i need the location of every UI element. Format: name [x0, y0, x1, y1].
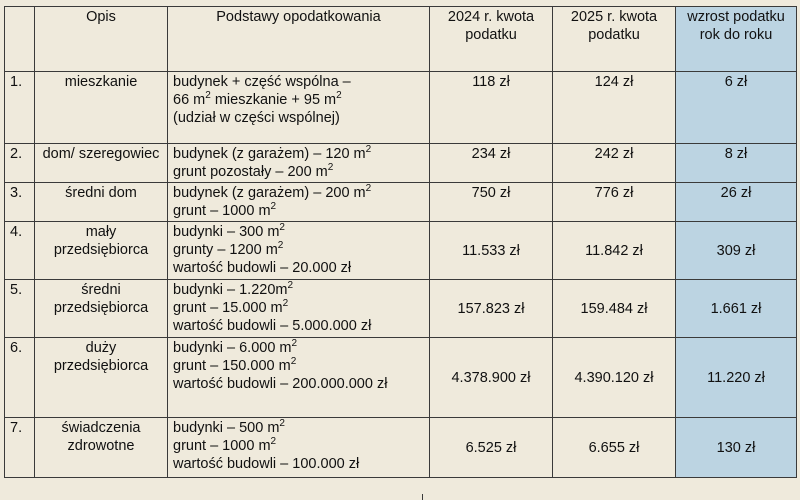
table-row — [5, 222, 797, 280]
base-text: grunt – 150.000 m — [173, 358, 291, 374]
base-line — [173, 339, 424, 357]
cell-kwota-2024-value: 118 zł — [472, 74, 510, 90]
table-row — [5, 418, 797, 478]
cell-podstawy — [168, 418, 430, 478]
cell-kwota-2025 — [553, 280, 676, 338]
base-line — [173, 455, 424, 473]
header-podstawy: Podstawy opodatkowania — [168, 7, 430, 72]
cell-wzrost-value: 8 zł — [724, 146, 748, 162]
cell-kwota-2025 — [553, 338, 676, 418]
base-text: budynek (z garażem) – 120 m — [173, 146, 366, 162]
cell-kwota-2025-value: 6.655 zł — [588, 439, 640, 456]
base-text: budynki – 1.220m — [173, 282, 288, 298]
row-description: mieszkanie — [64, 74, 138, 90]
header-wzrost: wzrost podatku rok do roku — [676, 7, 797, 72]
table-row — [5, 72, 797, 144]
row-number: 5. — [10, 282, 23, 298]
base-sup: 2 — [365, 183, 372, 195]
cell-kwota-2025 — [553, 183, 676, 222]
base-sup: 2 — [365, 144, 372, 156]
base-line — [173, 357, 424, 375]
table-row — [5, 280, 797, 338]
cell-kwota-2025-value: 242 zł — [594, 146, 634, 162]
cell-kwota-2024 — [430, 338, 553, 418]
cell-opis — [35, 418, 168, 478]
cell-podstawy — [168, 144, 430, 183]
cell-kwota-2024-value: 11.533 zł — [462, 242, 520, 259]
continuation-edge — [4, 494, 796, 500]
base-text: budynki – 6.000 m — [173, 340, 292, 356]
cell-podstawy — [168, 72, 430, 144]
cell-wzrost — [676, 338, 797, 418]
base-text: budynki – 300 m — [173, 224, 280, 240]
base-text-2: mieszkanie + 95 m — [210, 92, 337, 108]
table-body — [5, 72, 797, 478]
base-line — [173, 419, 424, 437]
base-sup-2: 2 — [336, 90, 342, 102]
row-number: 6. — [10, 340, 23, 356]
base-sup: 2 — [279, 418, 285, 430]
cell-kwota-2024-value: 6.525 zł — [465, 439, 517, 456]
cell-nr — [5, 418, 35, 478]
header-opis: Opis — [35, 7, 168, 72]
cell-kwota-2025 — [553, 418, 676, 478]
base-text: 66 m — [173, 92, 206, 108]
base-line — [173, 184, 424, 202]
cell-kwota-2024-value: 750 zł — [471, 185, 511, 201]
cell-wzrost-value: 11.220 zł — [707, 369, 765, 386]
base-line — [173, 437, 424, 455]
base-text: wartość budowli – 20.000 zł — [173, 260, 352, 276]
cell-podstawy — [168, 280, 430, 338]
base-line — [173, 375, 424, 393]
cell-wzrost-value: 309 zł — [716, 242, 756, 259]
header-kwota-2025: 2025 r. kwota podatku — [553, 7, 676, 72]
row-number: 3. — [10, 185, 23, 201]
base-line — [173, 223, 424, 241]
cell-kwota-2025 — [553, 72, 676, 144]
base-sup: 2 — [327, 162, 334, 174]
cell-podstawy — [168, 183, 430, 222]
base-text: grunt – 1000 m — [173, 203, 271, 219]
table-row — [5, 183, 797, 222]
cell-nr — [5, 280, 35, 338]
cell-kwota-2025-value: 4.390.120 zł — [574, 369, 654, 386]
cell-kwota-2025 — [553, 144, 676, 183]
cell-wzrost-value: 26 zł — [720, 185, 752, 201]
base-sup: 2 — [290, 356, 297, 368]
base-text: wartość budowli – 200.000.000 zł — [173, 376, 388, 392]
cell-kwota-2024 — [430, 280, 553, 338]
header-kwota-2024: 2024 r. kwota podatku — [430, 7, 553, 72]
cell-kwota-2025-value: 124 zł — [594, 74, 634, 90]
cell-opis — [35, 72, 168, 144]
cell-wzrost — [676, 144, 797, 183]
base-sup: 2 — [270, 436, 277, 448]
base-text: wartość budowli – 5.000.000 zł — [173, 318, 372, 334]
base-sup: 2 — [287, 280, 294, 292]
cell-kwota-2025 — [553, 222, 676, 280]
cell-kwota-2024 — [430, 418, 553, 478]
base-line — [173, 163, 424, 181]
base-line — [173, 281, 424, 299]
cell-kwota-2025-value: 11.842 zł — [585, 242, 643, 259]
table-row — [5, 338, 797, 418]
row-number: 1. — [10, 74, 23, 90]
base-text: budynek + część wspólna – — [173, 74, 351, 90]
cell-opis — [35, 338, 168, 418]
base-text: grunt – 15.000 m — [173, 300, 283, 316]
cell-wzrost-value: 6 zł — [724, 74, 748, 90]
cell-kwota-2025-value: 776 zł — [594, 185, 634, 201]
cell-kwota-2025-value: 159.484 zł — [580, 300, 648, 317]
row-number: 4. — [10, 224, 23, 240]
base-line — [173, 317, 424, 335]
base-sup: 2 — [279, 222, 285, 234]
row-description: średni dom — [65, 185, 137, 201]
base-sup: 2 — [291, 338, 298, 350]
cell-nr — [5, 183, 35, 222]
base-line — [173, 202, 424, 220]
base-sup: 2 — [277, 240, 284, 252]
base-text: (udział w części wspólnej) — [173, 110, 340, 126]
cell-nr — [5, 338, 35, 418]
header-nr — [5, 7, 35, 72]
cell-kwota-2024-value: 4.378.900 zł — [451, 369, 531, 386]
cell-wzrost — [676, 418, 797, 478]
base-line — [173, 109, 424, 127]
cell-kwota-2024 — [430, 144, 553, 183]
base-line — [173, 299, 424, 317]
cell-wzrost — [676, 72, 797, 144]
cell-kwota-2024 — [430, 222, 553, 280]
base-text: budynki – 500 m — [173, 420, 280, 436]
cell-wzrost — [676, 280, 797, 338]
row-description: świadczenia zdrowotne — [61, 420, 141, 454]
cell-opis — [35, 144, 168, 183]
cell-opis — [35, 280, 168, 338]
table-row — [5, 144, 797, 183]
base-line — [173, 241, 424, 259]
base-text: grunty – 1200 m — [173, 242, 278, 258]
base-sup: 2 — [205, 90, 211, 102]
cell-nr — [5, 144, 35, 183]
cell-wzrost — [676, 183, 797, 222]
cell-podstawy — [168, 338, 430, 418]
base-text: wartość budowli – 100.000 zł — [173, 456, 360, 472]
cell-nr — [5, 222, 35, 280]
row-number: 2. — [10, 146, 23, 162]
base-sup: 2 — [270, 201, 277, 213]
base-sup: 2 — [282, 298, 289, 310]
cell-opis — [35, 222, 168, 280]
row-description: duży przedsiębiorca — [53, 340, 149, 374]
base-text: budynek (z garażem) – 200 m — [173, 185, 366, 201]
row-description: mały przedsiębiorca — [53, 224, 149, 258]
cell-kwota-2024 — [430, 183, 553, 222]
cell-opis — [35, 183, 168, 222]
base-line — [173, 73, 424, 91]
cell-kwota-2024 — [430, 72, 553, 144]
base-text: grunt – 1000 m — [173, 438, 271, 454]
header-row — [5, 7, 797, 72]
row-description: średni przedsiębiorca — [53, 282, 149, 316]
tax-table — [4, 6, 797, 478]
row-number: 7. — [10, 420, 23, 436]
row-description: dom/ szeregowiec — [42, 146, 160, 162]
base-line — [173, 145, 424, 163]
cell-wzrost — [676, 222, 797, 280]
column-divider-tick — [422, 494, 423, 500]
cell-podstawy — [168, 222, 430, 280]
base-line — [173, 259, 424, 277]
cell-kwota-2024-value: 234 zł — [471, 146, 511, 162]
base-text: grunt pozostały – 200 m — [173, 164, 328, 180]
cell-wzrost-value: 1.661 zł — [710, 300, 762, 317]
base-line — [173, 91, 424, 109]
cell-kwota-2024-value: 157.823 zł — [457, 300, 525, 317]
cell-nr — [5, 72, 35, 144]
cell-wzrost-value: 130 zł — [716, 439, 756, 456]
